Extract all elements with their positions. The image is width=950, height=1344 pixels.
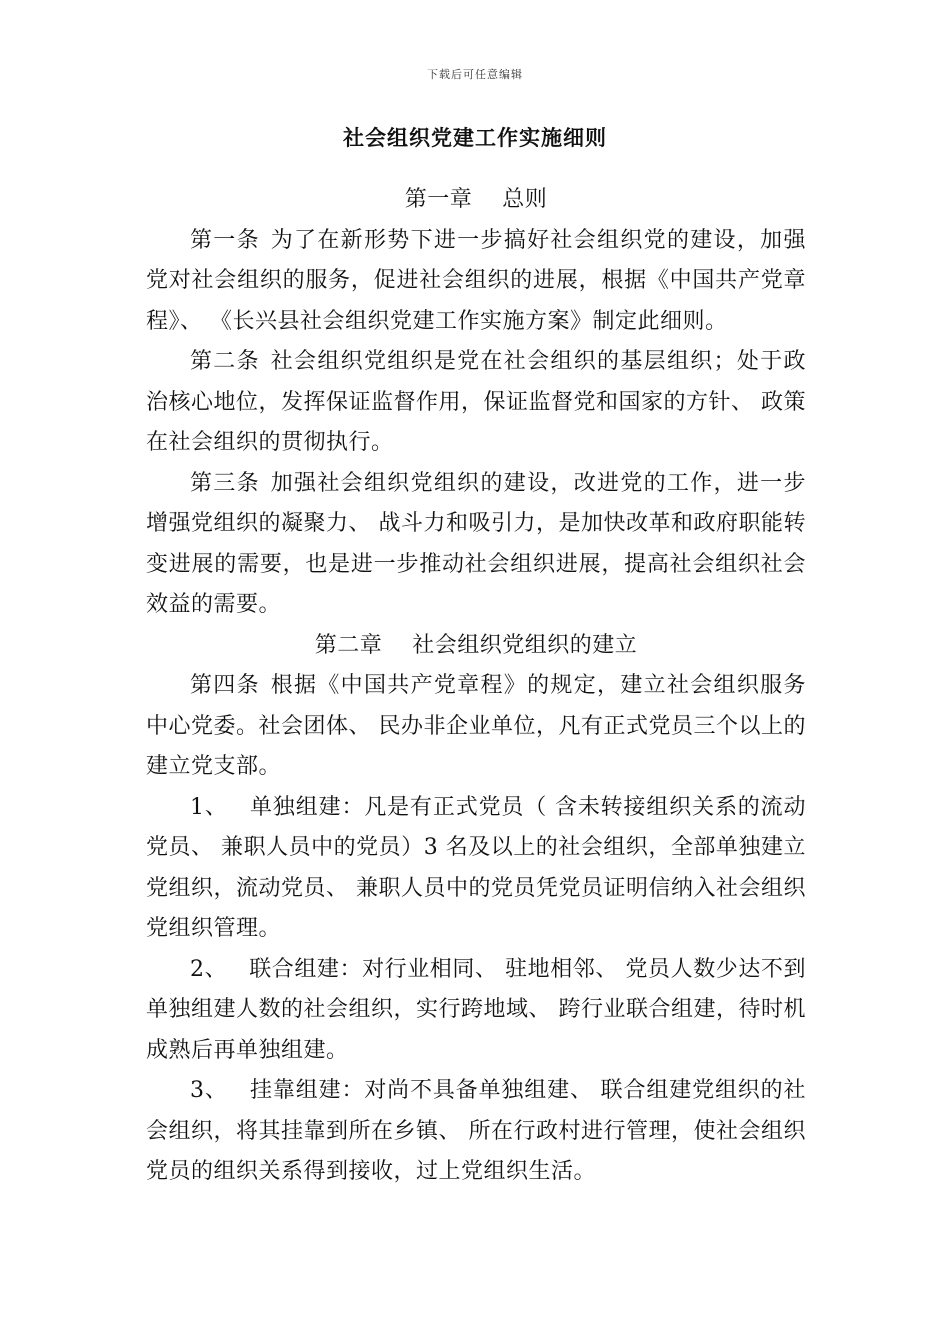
document-body: [146, 180, 806, 1193]
list-item-2: [146, 950, 806, 1072]
article-text: 加强社会组织党组织的建设，改进党的工作，进一步增强党组织的凝聚力、 战斗力和吸引力，是加快改革和政府职能转变进展的需要，也是进一步推动社会组织进展，提高社会组织社会效益的需要。: [146, 470, 806, 617]
item-text: 挂靠组建：对尚不具备单独组建、 联合组建党组织的社会组织，将其挂靠到所在乡镇、 所在行政村进行管理，使社会组织党员的组织关系得到接收，过上党组织生活。: [146, 1078, 806, 1184]
item-number: 3、: [190, 1078, 228, 1103]
chapter-number: 第二章: [314, 632, 383, 658]
article-label: 第四条: [190, 673, 260, 698]
article-label: 第三条: [190, 470, 260, 496]
chapter-number: 第一章: [404, 187, 473, 212]
item-number: 1、: [190, 794, 228, 820]
article-4: [146, 666, 806, 788]
article-label: 第一条: [190, 227, 260, 253]
article-text: 社会组织党组织是党在社会组织的基层组织；处于政治核心地位，发挥保证监督作用，保证监督党和国家的方针、 政策在社会组织的贯彻执行。: [146, 349, 806, 455]
article-2: [146, 342, 806, 464]
article-1: [146, 221, 806, 343]
article-3: [146, 464, 806, 626]
article-text: 为了在新形势下进一步搞好社会组织党的建设，加强党对社会组织的服务，促进社会组织的进展，根据《中国共产党章程》、 《长兴县社会组织党建工作实施方案》制定此细则。: [146, 227, 806, 334]
document-title: 社会组织党建工作实施细则: [343, 125, 607, 150]
item-text: 联合组建：对行业相同、 驻地相邻、 党员人数少达不到单独组建人数的社会组织，实行跨地域、 跨行业联合组建，待时机成熟后再单独组建。: [146, 956, 806, 1063]
chapter-heading-1: [146, 180, 806, 221]
article-text: 根据《中国共产党章程》的规定，建立社会组织服务中心党委。社会团体、 民办非企业单位，凡有正式党员三个以上的建立党支部。: [146, 673, 806, 779]
chapter-name: 社会组织党组织的建立: [412, 632, 638, 658]
header-note: 下载后可任意编辑: [427, 68, 523, 81]
article-label: 第二条: [190, 349, 260, 374]
chapter-name: 总则: [502, 187, 548, 212]
item-number: 2、: [190, 956, 228, 982]
chapter-heading-2: [146, 626, 806, 667]
list-item-1: [146, 788, 806, 950]
list-item-3: [146, 1071, 806, 1193]
item-text: 单独组建：凡是有正式党员（ 含未转接组织关系的流动党员、 兼职人员中的党员）3 名及以上的社会组织，全部单独建立党组织，流动党员、 兼职人员中的党员凭党员证明信纳入社会组织党组织管理。: [146, 794, 806, 941]
